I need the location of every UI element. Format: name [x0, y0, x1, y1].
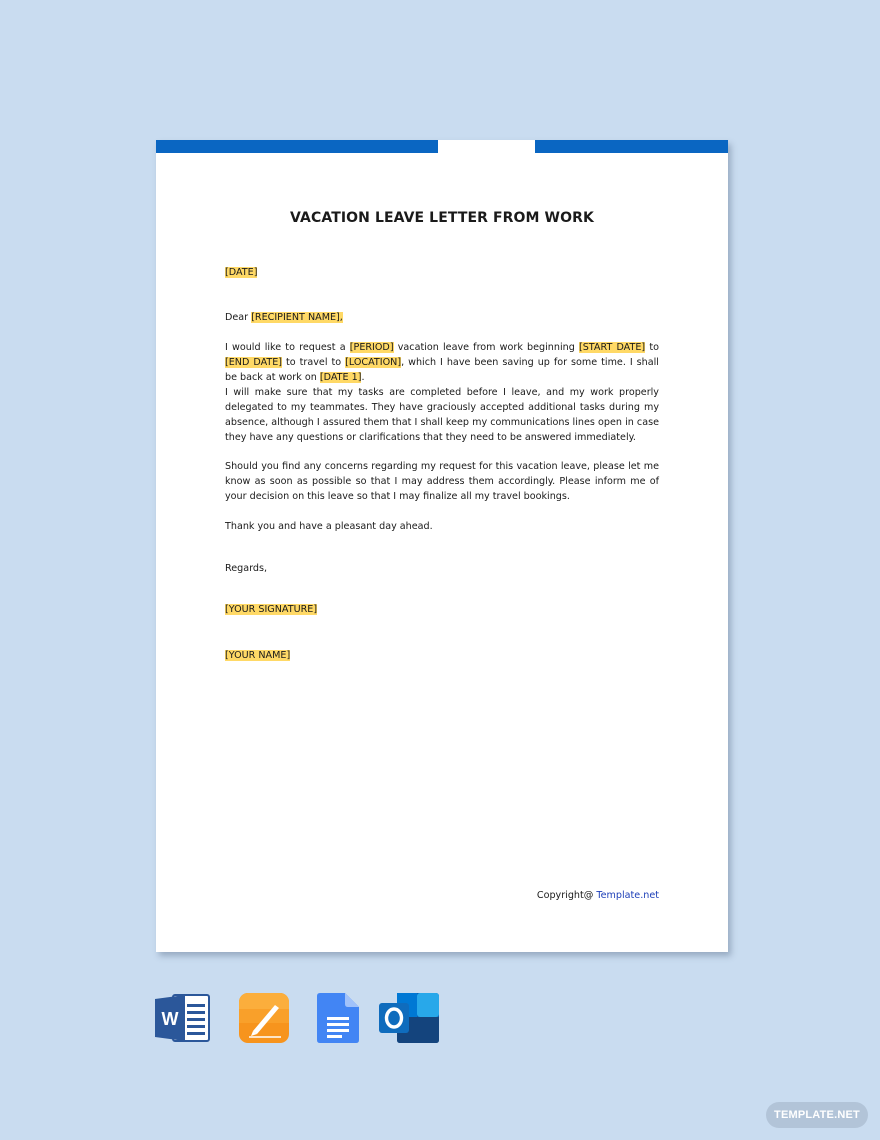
location-placeholder: [LOCATION] — [345, 357, 402, 368]
pages-icon[interactable] — [239, 993, 289, 1047]
return-date-placeholder: [DATE 1] — [319, 372, 362, 383]
paragraph-1 — [225, 340, 659, 385]
date-line — [225, 265, 659, 280]
p1-text-f: . — [361, 372, 365, 383]
recipient-placeholder: [RECIPIENT NAME], — [251, 312, 343, 323]
name-placeholder: [YOUR NAME] — [225, 650, 291, 661]
p1-text-d: to travel to — [286, 357, 342, 368]
end-date-placeholder: [END DATE] — [225, 357, 283, 368]
salutation-line — [225, 310, 659, 325]
paragraph-2: I will make sure that my tasks are completed before I leave, and my work properly delegated to my teammates. They have graciously accepted additional tasks during my absence, although I assured them that I shall keep my communications lines open in case they have any questions or clarifications that they need to be answered immediately. — [225, 387, 659, 443]
word-icon[interactable] — [155, 993, 211, 1047]
copyright-label: Copyright@ — [536, 890, 594, 901]
period-placeholder: [PERIOD] — [349, 342, 394, 353]
paragraph-3: Should you find any concerns regarding my request for this vacation leave, please let me know as soon as possible so that I may address them accordingly. Please inform me of your decision on this leave so that I may finalize all my travel bookings. — [225, 461, 659, 502]
date-placeholder: [DATE] — [225, 267, 258, 278]
p1-text-a: I would like to request a — [225, 342, 346, 353]
signature-line — [225, 602, 659, 617]
paragraph-4: Thank you and have a pleasant day ahead. — [225, 521, 433, 532]
p1-text-c: to — [649, 342, 659, 353]
google-docs-icon[interactable] — [317, 993, 359, 1047]
letter-title: VACATION LEAVE LETTER FROM WORK — [290, 210, 594, 226]
template-net-badge[interactable]: TEMPLATE.NET — [766, 1102, 868, 1128]
svg-text:W: W — [161, 1009, 179, 1029]
copyright — [537, 890, 659, 901]
header-bar-left — [156, 140, 438, 153]
p1-text-b: vacation leave from work beginning — [397, 342, 575, 353]
name-line — [225, 648, 659, 663]
salutation: Dear — [225, 312, 249, 323]
p1-text-e: , which I have been saving up for some time. I shall be back at work on — [225, 357, 659, 383]
start-date-placeholder: [START DATE] — [578, 342, 646, 353]
signature-placeholder: [YOUR SIGNATURE] — [225, 604, 318, 615]
closing-line: Regards, — [225, 563, 268, 574]
copyright-link[interactable]: Template.net — [596, 890, 659, 901]
outlook-icon[interactable] — [379, 993, 439, 1047]
header-bar-right — [535, 140, 728, 153]
letter-page — [156, 140, 728, 952]
